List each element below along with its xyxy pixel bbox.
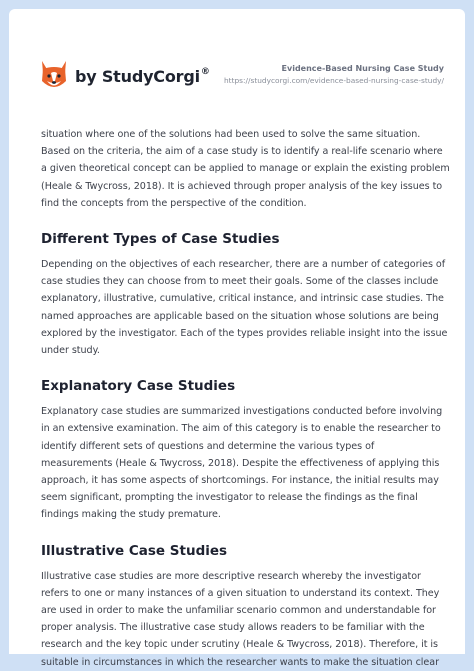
document-info bbox=[224, 64, 444, 85]
text-line: under study. bbox=[41, 345, 100, 357]
section-paragraph bbox=[41, 403, 451, 523]
text-line: seem significant, prompting the investigator to release the findings as the final bbox=[41, 492, 418, 504]
registered-mark: ® bbox=[200, 66, 210, 77]
text-line: measurements (Heale & Twycross, 2018). Despite the effectiveness of applying this bbox=[41, 457, 440, 469]
text-line: suitable in circumstances in which the researcher wants to make the situation clear bbox=[41, 656, 440, 668]
brand-name: by StudyCorgi® bbox=[75, 66, 210, 86]
text-line: find the concepts from the perspective of the condition. bbox=[41, 197, 307, 209]
document-url[interactable]: https://studycorgi.com/evidence-based-nursing-case-study/ bbox=[224, 76, 444, 85]
text-line: situation where one of the solutions had been used to solve the same situation. bbox=[41, 129, 421, 140]
section-paragraph bbox=[41, 568, 451, 671]
text-line: refers to one or many instances of a given situation to understand its context. They bbox=[41, 587, 440, 599]
text-line: Explanatory case studies are summarized investigations conducted before involving bbox=[41, 406, 443, 418]
page-header bbox=[9, 9, 465, 121]
text-line: Depending on the objectives of each researcher, there are a number of categories of bbox=[41, 259, 446, 271]
corgi-logo-icon bbox=[39, 59, 69, 93]
intro-paragraph bbox=[41, 126, 451, 212]
text-line: named approaches are applicable based on the situation whose solutions are being bbox=[41, 310, 439, 322]
document-title: Evidence-Based Nursing Case Study bbox=[281, 64, 444, 73]
text-line: proper analysis. The illustrative case study allows readers to be familiar with the bbox=[41, 622, 425, 634]
text-line: Based on the criteria, the aim of a case study is to identify a real-life scenario where bbox=[41, 146, 443, 158]
text-line: are used in order to make the unfamiliar scenario common and understandable for bbox=[41, 605, 436, 617]
document-page bbox=[9, 9, 465, 668]
text-line: explanatory, illustrative, cumulative, critical instance, and intrinsic case studies. The bbox=[41, 293, 444, 305]
section-paragraph bbox=[41, 256, 451, 359]
section-heading: Different Types of Case Studies bbox=[41, 231, 280, 248]
text-line: a given theoretical concept can be applied to manage or explain the existing problem bbox=[41, 163, 450, 175]
section-heading: Explanatory Case Studies bbox=[41, 378, 236, 395]
text-line: Illustrative case studies are more descriptive research whereby the investigator bbox=[41, 570, 421, 582]
text-line: in an extensive examination. The aim of this category is to enable the researcher to bbox=[41, 423, 441, 435]
studycorgi-logo[interactable] bbox=[39, 59, 210, 93]
text-line: research and the key topic under scrutiny (Heale & Twycross, 2018). Therefore, it is bbox=[41, 639, 438, 651]
article-body bbox=[41, 126, 451, 671]
text-line: explored by the investigator. Each of the types provides reliable insight into the issue bbox=[41, 327, 448, 339]
text-line: (Heale & Twycross, 2018). It is achieved through proper analysis of the key issues to bbox=[41, 180, 443, 192]
text-line: identify different sets of questions and determine the various types of bbox=[41, 440, 375, 452]
text-line: findings making the study premature. bbox=[41, 509, 221, 521]
section-heading: Illustrative Case Studies bbox=[41, 542, 228, 559]
text-line: case studies they can choose from to meet their goals. Some of the classes include bbox=[41, 276, 439, 288]
text-line: approach, it has some aspects of shortcomings. For instance, the initial results may bbox=[41, 475, 439, 487]
